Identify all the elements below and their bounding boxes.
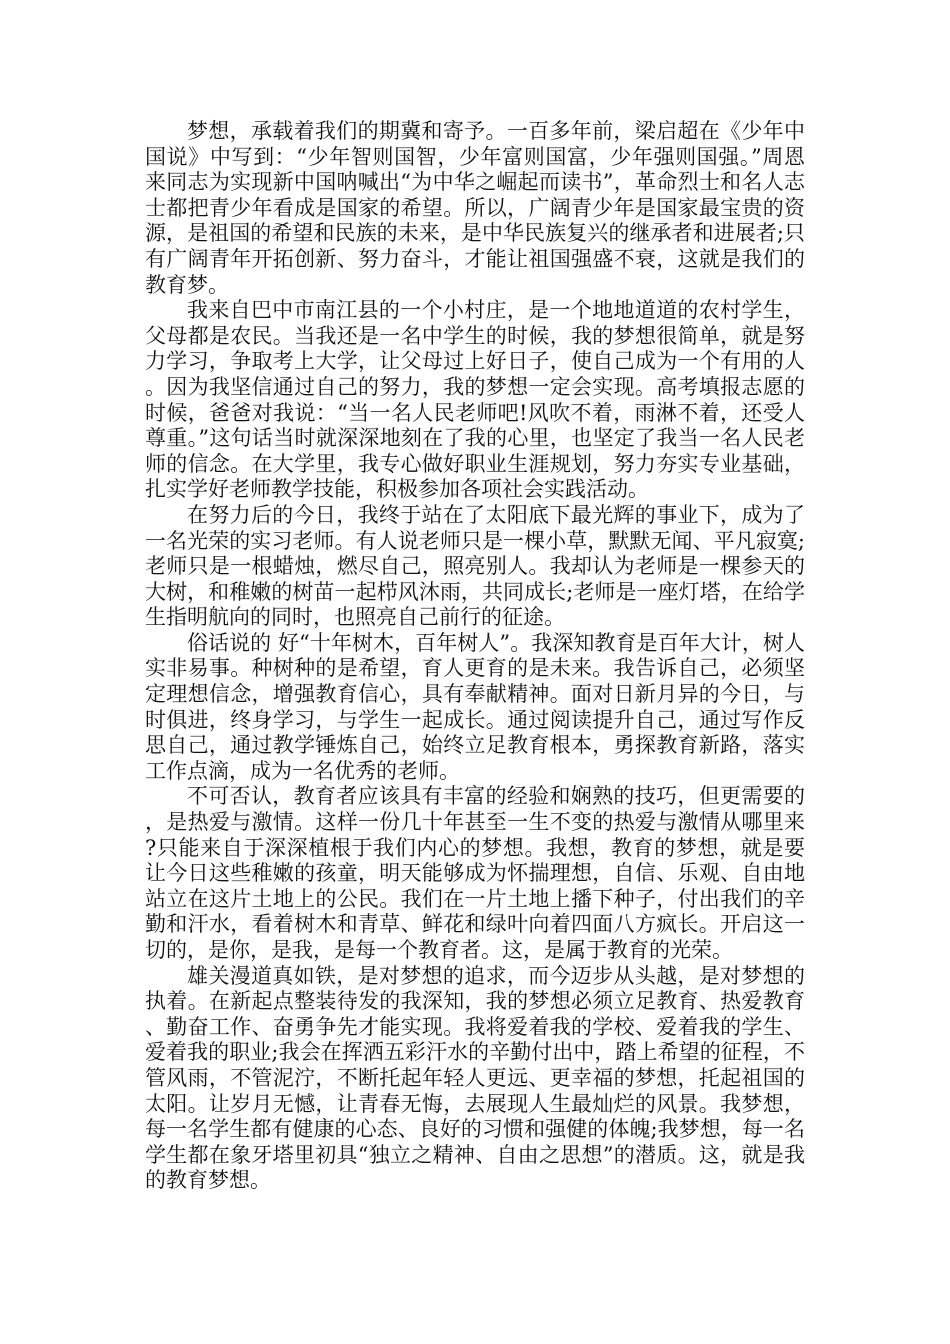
- paragraph-2: 我来自巴中市南江县的一个小村庄，是一个地地道道的农村学生，父母都是农民。当我还是一名中学生的时候，我的梦想很简单，就是努力学习，争取考上大学，让父母过上好日子，使自己成为一个有用的人。因为我坚信通过自己的努力，我的梦想一定会实现。高考填报志愿的时候，爸爸对我说：“当一名人民老师吧!风吹不着，雨淋不着，还受人尊重。”这句话当时就深深地刻在了我的心里，也坚定了我当一名人民老师的信念。在大学里，我专心做好职业生涯规划，努力夯实专业基础，扎实学好老师教学技能，积极参加各项社会实践活动。: [145, 298, 805, 502]
- paragraph-6: 雄关漫道真如铁，是对梦想的追求，而今迈步从头越，是对梦想的执着。在新起点整装待发的我深知，我的梦想必须立足教育、热爱教育、勤奋工作、奋勇争先才能实现。我将爱着我的学校、爱着我的学生、爱着我的职业;我会在挥洒五彩汗水的辛勤付出中，踏上希望的征程，不管风雨，不管泥泞，不断托起年轻人更远、更幸福的梦想，托起祖国的太阳。让岁月无憾，让青春无悔，去展现人生最灿烂的风景。我梦想，每一名学生都有健康的心态、良好的习惯和强健的体魄;我梦想，每一名学生都在象牙塔里初具“独立之精神、自由之思想”的潜质。这，就是我的教育梦想。: [145, 963, 805, 1193]
- paragraph-5: 不可否认，教育者应该具有丰富的经验和娴熟的技巧，但更需要的，是热爱与激情。这样一份几十年甚至一生不变的热爱与激情从哪里来?只能来自于深深植根于我们内心的梦想。我想，教育的梦想，就是要让今日这些稚嫩的孩童，明天能够成为怀揣理想，自信、乐观、自由地站立在这片土地上的公民。我们在一片土地上播下种子，付出我们的辛勤和汗水，看着树木和青草、鲜花和绿叶向着四面八方疯长。开启这一切的，是你，是我，是每一个教育者。这，是属于教育的光荣。: [145, 784, 805, 962]
- document-body: [145, 119, 805, 1194]
- paragraph-4: 俗话说的 好“十年树木，百年树人”。我深知教育是百年大计，树人实非易事。种树种的是希望，育人更育的是未来。我告诉自己，必须坚定理想信念，增强教育信心，具有奉献精神。面对日新月异的今日，与时俱进，终身学习，与学生一起成长。通过阅读提升自己，通过写作反思自己，通过教学锤炼自己，始终立足教育根本，勇探教育新路，落实工作点滴，成为一名优秀的老师。: [145, 630, 805, 783]
- paragraph-3: 在努力后的今日，我终于站在了太阳底下最光辉的事业下，成为了一名光荣的实习老师。有人说老师只是一棵小草，默默无闻、平凡寂寞;老师只是一根蜡烛，燃尽自己，照亮别人。我却认为老师是一棵参天的大树，和稚嫩的树苗一起栉风沐雨，共同成长;老师是一座灯塔，在给学生指明航向的同时，也照亮自己前行的征途。: [145, 502, 805, 630]
- paragraph-1: 梦想，承载着我们的期冀和寄予。一百多年前，梁启超在《少年中国说》中写到：“少年智则国智，少年富则国富，少年强则国强。”周恩来同志为实现新中国呐喊出“为中华之崛起而读书”，革命烈士和名人志士都把青少年看成是国家的希望。所以，广阔青少年是国家最宝贵的资源，是祖国的希望和民族的未来，是中华民族复兴的继承者和进展者;只有广阔青年开拓创新、努力奋斗，才能让祖国强盛不衰，这就是我们的教育梦。: [145, 119, 805, 297]
